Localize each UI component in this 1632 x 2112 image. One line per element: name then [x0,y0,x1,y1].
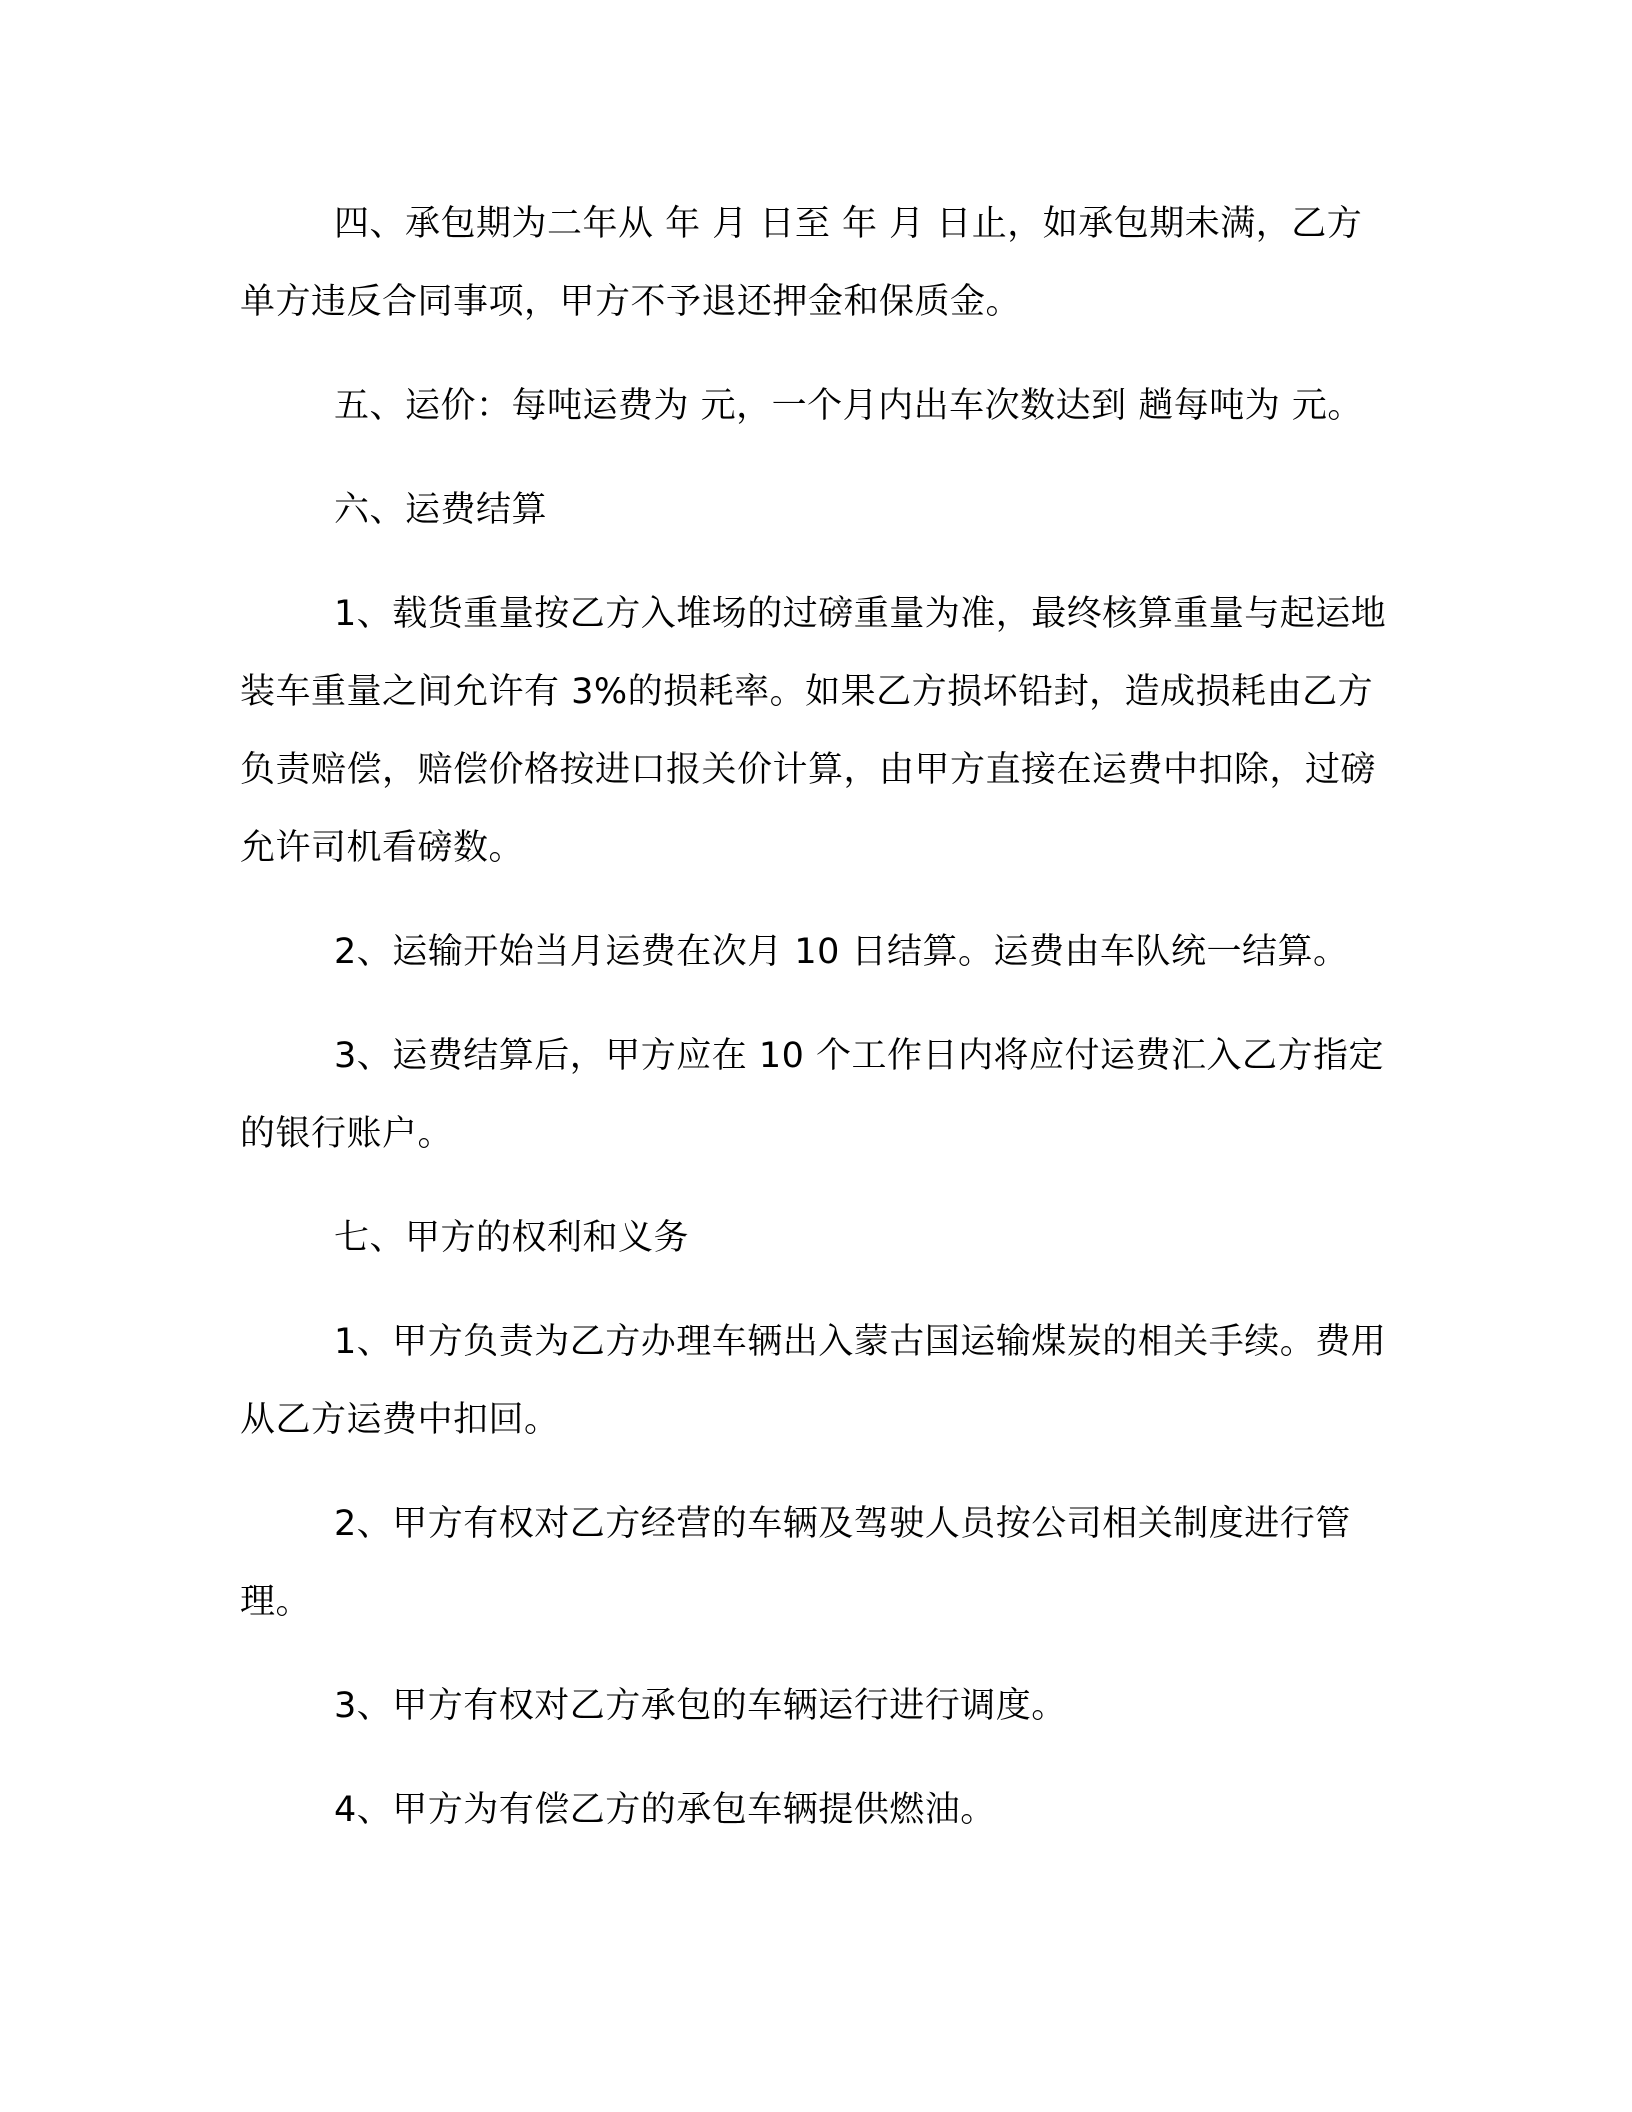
clause-7-item-3: 3、甲方有权对乙方承包的车辆运行进行调度。 [334,1686,1067,1726]
clause-6-item-1: 1、载货重量按乙方入堆场的过磅重量为准，最终核算重量与起运地装车重量之间允许有 3%的损耗率。如果乙方损坏铅封，造成损耗由乙方负责赔偿，赔偿价格按进口报关价计算，由甲方直接在运费中扣除，过磅允许司机看磅数。 [240,594,1387,868]
clause-7-item-2: 2、甲方有权对乙方经营的车辆及驾驶人员按公司相关制度进行管理。 [240,1504,1351,1622]
clause-6-item-2: 2、运输开始当月运费在次月 10 日结算。运费由车队统一结算。 [334,932,1349,972]
clause-6-heading: 六、运费结算 [334,490,548,530]
clause-4-term: 四、承包期为二年从 年 月 日至 年 月 日止，如承包期未满，乙方单方违反合同事项，甲方不予退还押金和保质金。 [240,204,1363,322]
clause-7-item-4: 4、甲方为有偿乙方的承包车辆提供燃油。 [334,1790,996,1830]
clause-7-heading: 七、甲方的权利和义务 [334,1218,690,1258]
clause-6-item-3: 3、运费结算后，甲方应在 10 个工作日内将应付运费汇入乙方指定的银行账户。 [240,1036,1385,1154]
clause-7-item-1: 1、甲方负责为乙方办理车辆出入蒙古国运输煤炭的相关手续。费用从乙方运费中扣回。 [240,1322,1387,1440]
clause-5-freight-rate: 五、运价：每吨运费为 元，一个月内出车次数达到 趟每吨为 元。 [334,386,1363,426]
